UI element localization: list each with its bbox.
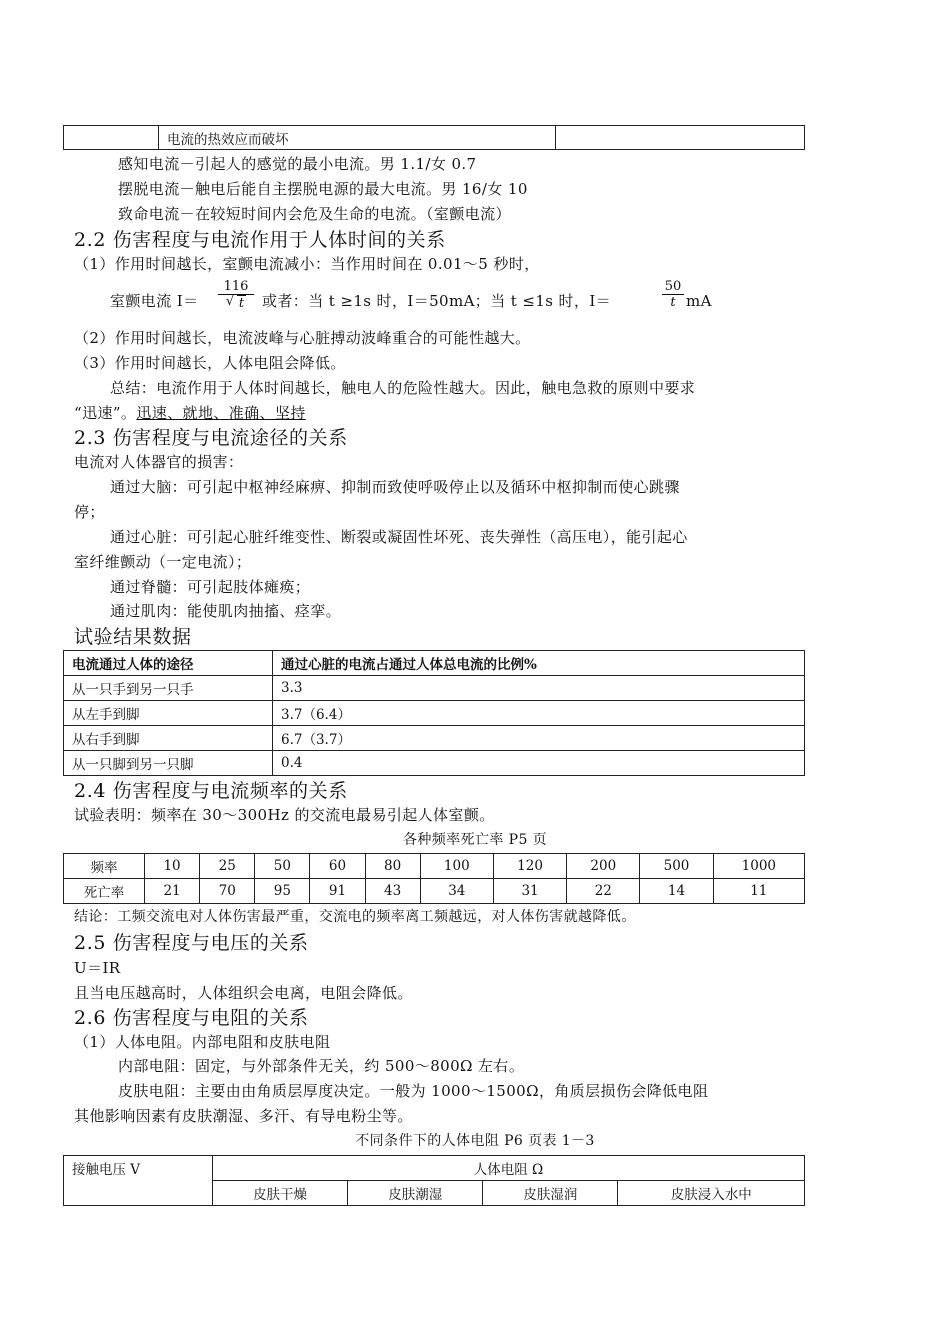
table-cell: 80 [365,854,420,879]
fraction-2-denominator: t [670,295,676,310]
perception-current: 感知电流－引起人的感觉的最小电流。男 1.1/女 0.7 [118,155,477,173]
header-skin-immersed: 皮肤浸入水中 [618,1181,805,1206]
s22-point-3: （3）作用时间越长，人体电阻会降低。 [74,354,346,372]
frequency-label: 频率 [64,854,145,879]
s22-summary-line-1: 总结：电流作用于人体时间越长，触电人的危险性越大。因此，触电急救的原则中要求 [110,379,696,397]
resistance-table [63,1155,805,1206]
s23-heart-line-2: 室纤维颤动（一定电流）； [74,553,252,571]
table-row [64,676,805,701]
section-2-6-heading: 2.6 伤害程度与电阻的关系 [74,1007,309,1029]
skin-resistance-line-2: 其他影响因素有皮肤潮湿、多汗、有导电粉尘等。 [74,1107,413,1125]
summary-quote: “迅速”。 [74,404,137,422]
formula-fraction-1 [218,279,254,311]
s23-brain-line-1: 通过大脑：可引起中枢神经麻痹、抑制而致使呼吸停止以及循环中枢抑制而使心跳骤 [110,478,680,496]
table-row [64,726,805,751]
table-cell: 11 [713,879,804,904]
table-cell: 25 [200,854,255,879]
s25-text: 且当电压越高时，人体组织会电离，电阻会降低。 [74,984,413,1002]
s23-spine: 通过脊髓：可引起肢体瘫痪； [110,578,311,596]
frequency-row [64,854,805,879]
header-skin-dry: 皮肤干燥 [213,1181,348,1206]
table-cell: 70 [200,879,255,904]
s23-intro: 电流对人体器官的损害： [74,453,244,471]
table-cell: 60 [310,854,365,879]
mortality-row [64,879,805,904]
table-cell: 120 [493,854,566,879]
table-cell: 34 [420,879,493,904]
table-cell: 从一只脚到另一只脚 [64,751,273,776]
table-row [64,701,805,726]
resistance-table-caption: 不同条件下的人体电阻 P6 页表 1－3 [355,1133,595,1149]
frequency-table [63,853,805,904]
fraction-1-denominator: t [238,296,245,311]
s22-point-1: （1）作用时间越长，室颤电流减小：当作用时间在 0.01～5 秒时， [74,255,540,273]
skin-resistance-line-1: 皮肤电阻：主要由由角质层厚度决定。一般为 1000～1500Ω，角质层损伤会降低电阻 [118,1082,709,1100]
top-table-cell-3 [556,126,805,150]
first-aid-principles: 迅速、就地、准确、坚持 [136,404,306,422]
section-2-3-heading: 2.3 伤害程度与电流途径的关系 [74,427,348,449]
s24-intro: 试验表明：频率在 30～300Hz 的交流电最易引起人体室颤。 [74,806,495,824]
table-cell: 1000 [713,854,804,879]
table-cell: 50 [255,854,310,879]
section-2-4-heading: 2.4 伤害程度与电流频率的关系 [74,780,348,802]
s26-point-1: （1）人体电阻。内部电阻和皮肤电阻 [74,1033,331,1051]
header-path: 电流通过人体的途径 [64,651,273,676]
table-cell: 3.7（6.4） [273,701,805,726]
table-cell: 3.3 [273,676,805,701]
frequency-table-caption: 各种频率死亡率 P5 页 [402,832,548,848]
table-row [64,751,805,776]
current-path-table [63,650,805,776]
mortality-label: 死亡率 [64,879,145,904]
table-cell: 10 [145,854,200,879]
top-table-cell-2: 电流的热效应而破坏 [159,126,556,150]
top-table-cell-1 [64,126,159,150]
table-cell: 从左手到脚 [64,701,273,726]
s23-brain-line-2: 停； [74,503,105,521]
table-cell: 200 [567,854,640,879]
ohms-law: U＝IR [74,959,121,977]
formula-prefix: 室颤电流 I＝ [110,292,199,310]
header-skin-damp: 皮肤潮湿 [348,1181,483,1206]
table-header-row [64,651,805,676]
table-cell: 43 [365,879,420,904]
section-2-5-heading: 2.5 伤害程度与电压的关系 [74,932,309,954]
table-cell: 6.7（3.7） [273,726,805,751]
table-cell: 0.4 [273,751,805,776]
fraction-1-numerator: 116 [218,279,254,295]
table-cell: 21 [145,879,200,904]
formula-fraction-2 [662,279,684,310]
lethal-current: 致命电流－在较短时间内会危及生命的电流。（室颤电流） [118,205,511,223]
fraction-2-numerator: 50 [662,279,684,295]
header-skin-wet: 皮肤湿润 [483,1181,618,1206]
letgo-current: 摆脱电流－触电后能自主摆脱电源的最大电流。男 16/女 10 [118,180,528,198]
section-2-2-heading: 2.2 伤害程度与电流作用于人体时间的关系 [74,229,446,251]
formula-unit: mA [686,292,712,310]
table-cell: 31 [493,879,566,904]
internal-resistance: 内部电阻：固定，与外部条件无关，约 500～800Ω 左右。 [118,1057,525,1075]
table-cell: 从一只手到另一只手 [64,676,273,701]
table-cell: 14 [640,879,713,904]
result-data-title: 试验结果数据 [74,626,192,648]
table-cell: 22 [567,879,640,904]
s23-muscle: 通过肌肉：能使肌肉抽搐、痉挛。 [110,602,342,620]
table-cell: 从右手到脚 [64,726,273,751]
table-cell: 500 [640,854,713,879]
table-cell: 100 [420,854,493,879]
s22-summary-line-2 [74,403,306,423]
table-cell: 95 [255,879,310,904]
top-table-fragment [63,125,805,150]
s24-conclusion: 结论：工频交流电对人体伤害最严重，交流电的频率离工频越远，对人体伤害就越降低。 [74,909,636,925]
s23-heart-line-1: 通过心脏：可引起心脏纤维变性、断裂或凝固性坏死、丧失弹性（高压电），能引起心 [110,528,688,546]
formula-middle: 或者：当 t ≥1s 时，I＝50mA；当 t ≤1s 时，I＝ [262,292,612,310]
sqrt-symbol [226,295,246,311]
header-body-resistance: 人体电阻 Ω [213,1156,805,1181]
table-cell: 91 [310,879,365,904]
header-ratio: 通过心脏的电流占通过人体总电流的比例% [273,651,805,676]
header-contact-voltage: 接触电压 V [64,1156,213,1206]
s22-point-2: （2）作用时间越长，电流波峰与心脏搏动波峰重合的可能性越大。 [74,329,531,347]
